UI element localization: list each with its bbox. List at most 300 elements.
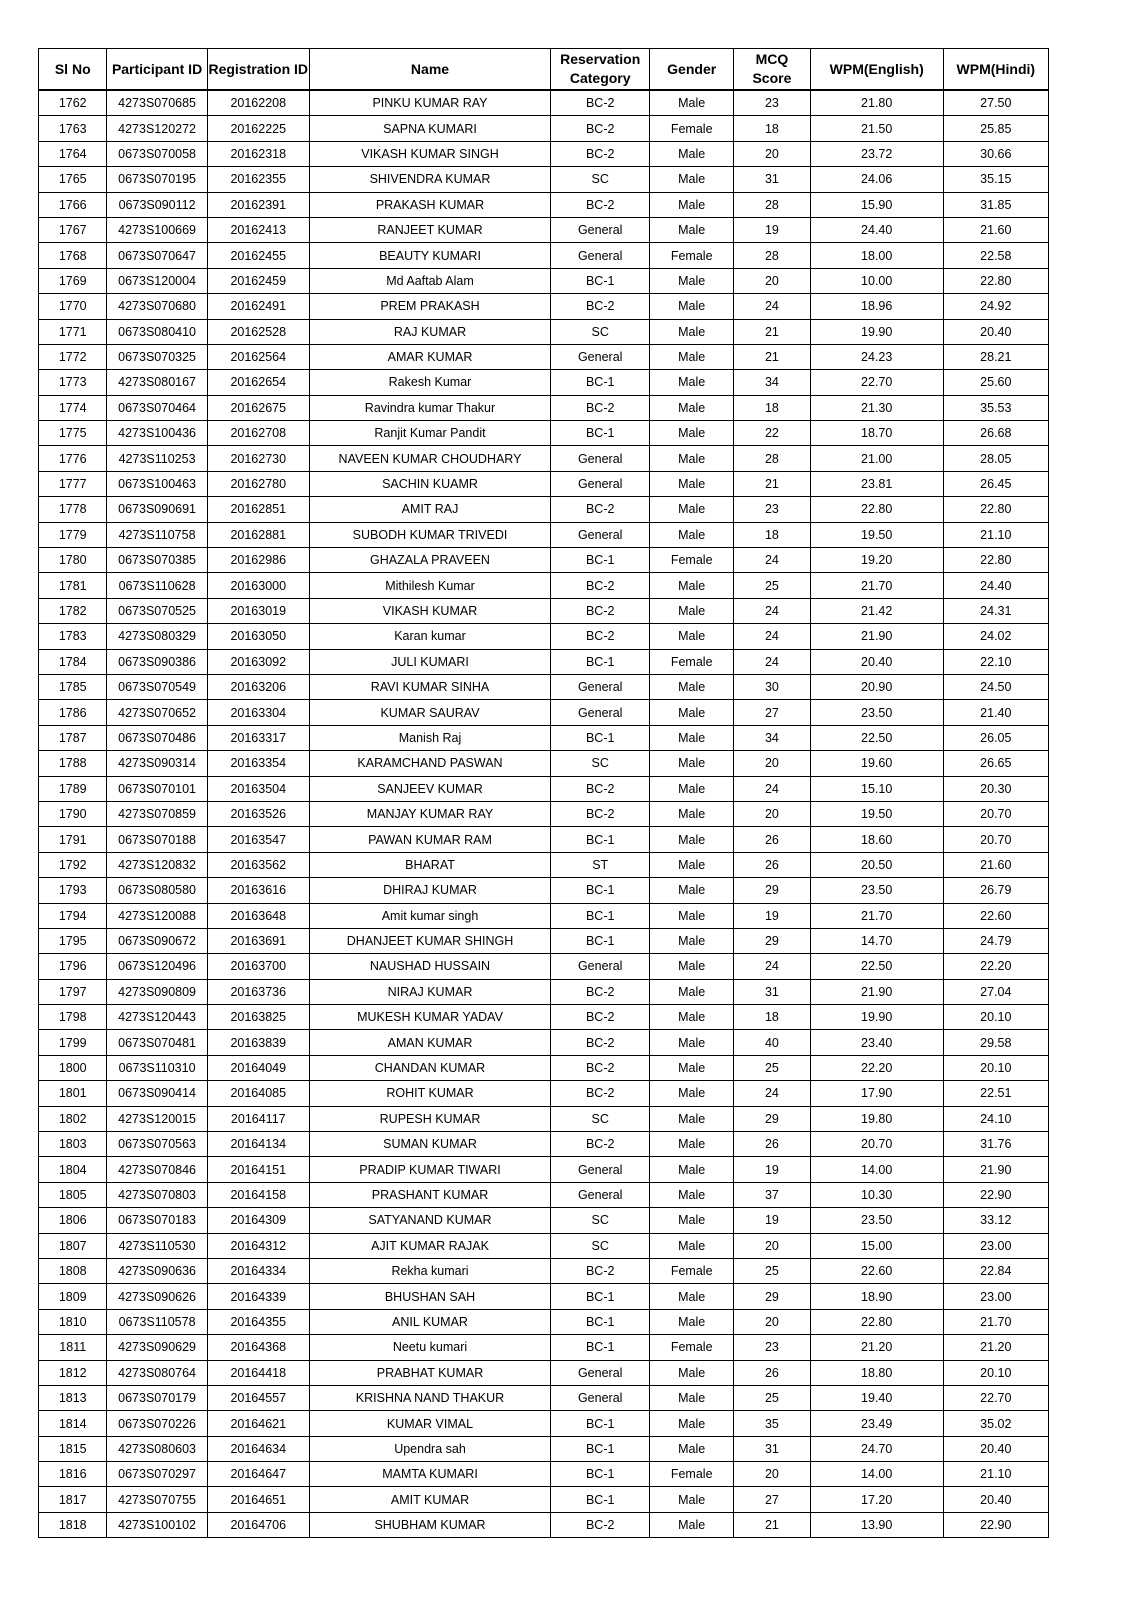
name-cell: AJIT KUMAR RAJAK: [309, 1233, 550, 1258]
wpm-hindi-cell: 28.05: [943, 446, 1048, 471]
registration-id-cell: 20162986: [207, 548, 309, 573]
participant-id-cell: 0673S070486: [107, 725, 207, 750]
registration-id-cell: 20164085: [207, 1081, 309, 1106]
registration-id-cell: 20162528: [207, 319, 309, 344]
registration-id-cell: 20164158: [207, 1182, 309, 1207]
reservation-category-cell: General: [551, 700, 650, 725]
registration-id-cell: 20162780: [207, 471, 309, 496]
name-cell: PINKU KUMAR RAY: [309, 90, 550, 116]
wpm-english-cell: 21.42: [810, 598, 943, 623]
mcq-score-cell: 29: [734, 1106, 811, 1131]
reservation-category-cell: BC-1: [551, 649, 650, 674]
wpm-english-cell: 20.70: [810, 1132, 943, 1157]
wpm-english-cell: 17.20: [810, 1487, 943, 1512]
mcq-score-cell: 18: [734, 522, 811, 547]
wpm-hindi-cell: 35.53: [943, 395, 1048, 420]
mcq-score-cell: 31: [734, 1436, 811, 1461]
gender-cell: Male: [650, 751, 734, 776]
gender-cell: Male: [650, 294, 734, 319]
sl-no-cell: 1798: [39, 1005, 107, 1030]
wpm-english-cell: 21.20: [810, 1335, 943, 1360]
mcq-score-cell: 23: [734, 1335, 811, 1360]
name-cell: PRASHANT KUMAR: [309, 1182, 550, 1207]
mcq-score-cell: 25: [734, 1385, 811, 1410]
wpm-hindi-cell: 21.20: [943, 1335, 1048, 1360]
wpm-hindi-cell: 24.92: [943, 294, 1048, 319]
wpm-hindi-cell: 35.02: [943, 1411, 1048, 1436]
name-cell: NAUSHAD HUSSAIN: [309, 954, 550, 979]
name-cell: SHUBHAM KUMAR: [309, 1512, 550, 1537]
table-row: [39, 1132, 1049, 1157]
registration-id-cell: 20162881: [207, 522, 309, 547]
participant-id-cell: 4273S080329: [107, 624, 207, 649]
name-cell: KUMAR SAURAV: [309, 700, 550, 725]
registration-id-cell: 20162225: [207, 116, 309, 141]
registration-id-cell: 20164634: [207, 1436, 309, 1461]
registration-id-cell: 20164117: [207, 1106, 309, 1131]
registration-id-cell: 20162455: [207, 243, 309, 268]
mcq-score-cell: 26: [734, 852, 811, 877]
reservation-category-cell: BC-2: [551, 294, 650, 319]
table-row: [39, 319, 1049, 344]
wpm-hindi-cell: 20.10: [943, 1055, 1048, 1080]
registration-id-cell: 20162413: [207, 217, 309, 242]
registration-id-cell: 20163547: [207, 827, 309, 852]
mcq-score-cell: 37: [734, 1182, 811, 1207]
table-row: [39, 90, 1049, 116]
wpm-english-cell: 19.40: [810, 1385, 943, 1410]
name-cell: Ravindra kumar Thakur: [309, 395, 550, 420]
reservation-category-cell: BC-1: [551, 878, 650, 903]
sl-no-cell: 1766: [39, 192, 107, 217]
wpm-english-cell: 19.20: [810, 548, 943, 573]
reservation-category-cell: SC: [551, 1106, 650, 1131]
reservation-category-cell: General: [551, 217, 650, 242]
name-cell: Manish Raj: [309, 725, 550, 750]
mcq-score-cell: 19: [734, 217, 811, 242]
reservation-category-cell: BC-1: [551, 268, 650, 293]
participant-id-cell: 0673S070481: [107, 1030, 207, 1055]
sl-no-cell: 1791: [39, 827, 107, 852]
mcq-score-cell: 24: [734, 624, 811, 649]
name-cell: ROHIT KUMAR: [309, 1081, 550, 1106]
name-cell: PAWAN KUMAR RAM: [309, 827, 550, 852]
wpm-english-cell: 23.50: [810, 878, 943, 903]
wpm-hindi-cell: 22.10: [943, 649, 1048, 674]
wpm-english-cell: 18.60: [810, 827, 943, 852]
gender-cell: Male: [650, 1208, 734, 1233]
gender-cell: Male: [650, 903, 734, 928]
reservation-category-cell: BC-1: [551, 421, 650, 446]
wpm-english-cell: 20.40: [810, 649, 943, 674]
wpm-hindi-cell: 25.85: [943, 116, 1048, 141]
sl-no-cell: 1786: [39, 700, 107, 725]
name-cell: KUMAR VIMAL: [309, 1411, 550, 1436]
table-row: [39, 624, 1049, 649]
gender-cell: Male: [650, 319, 734, 344]
table-row: [39, 192, 1049, 217]
mcq-score-cell: 22: [734, 421, 811, 446]
wpm-english-cell: 22.80: [810, 497, 943, 522]
sl-no-cell: 1815: [39, 1436, 107, 1461]
name-cell: Mithilesh Kumar: [309, 573, 550, 598]
wpm-english-cell: 22.50: [810, 725, 943, 750]
sl-no-cell: 1779: [39, 522, 107, 547]
name-cell: NAVEEN KUMAR CHOUDHARY: [309, 446, 550, 471]
table-row: [39, 903, 1049, 928]
wpm-hindi-cell: 29.58: [943, 1030, 1048, 1055]
gender-cell: Male: [650, 167, 734, 192]
wpm-hindi-cell: 24.31: [943, 598, 1048, 623]
mcq-score-cell: 23: [734, 497, 811, 522]
wpm-hindi-cell: 35.15: [943, 167, 1048, 192]
participant-id-cell: 0673S120496: [107, 954, 207, 979]
participant-id-cell: 4273S070859: [107, 801, 207, 826]
sl-no-cell: 1775: [39, 421, 107, 446]
table-row: [39, 548, 1049, 573]
name-cell: SAPNA KUMARI: [309, 116, 550, 141]
mcq-score-cell: 24: [734, 649, 811, 674]
sl-no-cell: 1776: [39, 446, 107, 471]
reservation-category-cell: BC-2: [551, 1081, 650, 1106]
table-row: [39, 1005, 1049, 1030]
wpm-hindi-cell: 22.20: [943, 954, 1048, 979]
mcq-score-cell: 34: [734, 370, 811, 395]
mcq-score-cell: 24: [734, 1081, 811, 1106]
sl-no-cell: 1769: [39, 268, 107, 293]
wpm-english-cell: 18.00: [810, 243, 943, 268]
name-cell: SUMAN KUMAR: [309, 1132, 550, 1157]
name-cell: Rekha kumari: [309, 1258, 550, 1283]
participant-id-cell: 0673S070101: [107, 776, 207, 801]
sl-no-cell: 1818: [39, 1512, 107, 1537]
reservation-category-cell: BC-2: [551, 1132, 650, 1157]
name-cell: VIKASH KUMAR: [309, 598, 550, 623]
reservation-category-cell: BC-1: [551, 1487, 650, 1512]
wpm-english-cell: 21.30: [810, 395, 943, 420]
sl-no-cell: 1803: [39, 1132, 107, 1157]
header-name: Name: [309, 49, 550, 91]
wpm-english-cell: 21.80: [810, 90, 943, 116]
table-row: [39, 116, 1049, 141]
wpm-hindi-cell: 31.85: [943, 192, 1048, 217]
wpm-hindi-cell: 22.84: [943, 1258, 1048, 1283]
wpm-english-cell: 18.96: [810, 294, 943, 319]
wpm-hindi-cell: 28.21: [943, 344, 1048, 369]
gender-cell: Male: [650, 1284, 734, 1309]
participant-id-cell: 0673S110578: [107, 1309, 207, 1334]
mcq-score-cell: 21: [734, 1512, 811, 1537]
wpm-english-cell: 13.90: [810, 1512, 943, 1537]
sl-no-cell: 1783: [39, 624, 107, 649]
reservation-category-cell: BC-1: [551, 1436, 650, 1461]
participant-id-cell: 4273S090629: [107, 1335, 207, 1360]
gender-cell: Male: [650, 598, 734, 623]
reservation-category-cell: BC-2: [551, 598, 650, 623]
reservation-category-cell: BC-1: [551, 725, 650, 750]
wpm-hindi-cell: 20.40: [943, 1487, 1048, 1512]
wpm-hindi-cell: 22.80: [943, 497, 1048, 522]
wpm-english-cell: 23.72: [810, 141, 943, 166]
reservation-category-cell: General: [551, 522, 650, 547]
wpm-hindi-cell: 23.00: [943, 1233, 1048, 1258]
registration-id-cell: 20162208: [207, 90, 309, 116]
wpm-hindi-cell: 24.50: [943, 674, 1048, 699]
mcq-score-cell: 29: [734, 928, 811, 953]
wpm-english-cell: 24.23: [810, 344, 943, 369]
reservation-category-cell: BC-2: [551, 624, 650, 649]
wpm-english-cell: 23.49: [810, 1411, 943, 1436]
table-row: [39, 1208, 1049, 1233]
header-mcq-score: MCQ Score: [734, 49, 811, 91]
reservation-category-cell: SC: [551, 319, 650, 344]
table-row: [39, 776, 1049, 801]
registration-id-cell: 20162391: [207, 192, 309, 217]
wpm-english-cell: 19.90: [810, 1005, 943, 1030]
sl-no-cell: 1773: [39, 370, 107, 395]
wpm-hindi-cell: 24.40: [943, 573, 1048, 598]
name-cell: Karan kumar: [309, 624, 550, 649]
registration-id-cell: 20164309: [207, 1208, 309, 1233]
mcq-score-cell: 31: [734, 167, 811, 192]
participant-id-cell: 0673S070464: [107, 395, 207, 420]
sl-no-cell: 1777: [39, 471, 107, 496]
gender-cell: Female: [650, 649, 734, 674]
wpm-english-cell: 20.50: [810, 852, 943, 877]
name-cell: Ranjit Kumar Pandit: [309, 421, 550, 446]
table-row: [39, 268, 1049, 293]
sl-no-cell: 1814: [39, 1411, 107, 1436]
table-row: [39, 497, 1049, 522]
participant-id-cell: 0673S090386: [107, 649, 207, 674]
wpm-hindi-cell: 27.04: [943, 979, 1048, 1004]
name-cell: AMAN KUMAR: [309, 1030, 550, 1055]
gender-cell: Male: [650, 497, 734, 522]
gender-cell: Male: [650, 1233, 734, 1258]
table-row: [39, 1106, 1049, 1131]
mcq-score-cell: 31: [734, 979, 811, 1004]
wpm-hindi-cell: 21.10: [943, 522, 1048, 547]
registration-id-cell: 20163000: [207, 573, 309, 598]
reservation-category-cell: General: [551, 1157, 650, 1182]
wpm-hindi-cell: 22.80: [943, 268, 1048, 293]
reservation-category-cell: BC-2: [551, 141, 650, 166]
mcq-score-cell: 21: [734, 344, 811, 369]
mcq-score-cell: 24: [734, 598, 811, 623]
table-row: [39, 1309, 1049, 1334]
registration-id-cell: 20163700: [207, 954, 309, 979]
sl-no-cell: 1782: [39, 598, 107, 623]
gender-cell: Male: [650, 878, 734, 903]
registration-id-cell: 20163526: [207, 801, 309, 826]
registration-id-cell: 20162564: [207, 344, 309, 369]
header-sl-no: Sl No: [39, 49, 107, 91]
sl-no-cell: 1765: [39, 167, 107, 192]
participant-id-cell: 4273S110758: [107, 522, 207, 547]
registration-id-cell: 20163092: [207, 649, 309, 674]
sl-no-cell: 1808: [39, 1258, 107, 1283]
mcq-score-cell: 18: [734, 1005, 811, 1030]
mcq-score-cell: 28: [734, 243, 811, 268]
registration-id-cell: 20164312: [207, 1233, 309, 1258]
registration-id-cell: 20163304: [207, 700, 309, 725]
gender-cell: Male: [650, 395, 734, 420]
gender-cell: Male: [650, 1436, 734, 1461]
wpm-hindi-cell: 21.60: [943, 852, 1048, 877]
sl-no-cell: 1806: [39, 1208, 107, 1233]
sl-no-cell: 1817: [39, 1487, 107, 1512]
wpm-english-cell: 22.70: [810, 370, 943, 395]
reservation-category-cell: BC-2: [551, 116, 650, 141]
sl-no-cell: 1784: [39, 649, 107, 674]
wpm-english-cell: 19.60: [810, 751, 943, 776]
name-cell: BEAUTY KUMARI: [309, 243, 550, 268]
participant-id-cell: 0673S070188: [107, 827, 207, 852]
participant-id-cell: 0673S090691: [107, 497, 207, 522]
wpm-hindi-cell: 24.79: [943, 928, 1048, 953]
header-gender: Gender: [650, 49, 734, 91]
participant-id-cell: 4273S100102: [107, 1512, 207, 1537]
gender-cell: Male: [650, 344, 734, 369]
gender-cell: Male: [650, 471, 734, 496]
participant-id-cell: 0673S090672: [107, 928, 207, 953]
name-cell: PRAKASH KUMAR: [309, 192, 550, 217]
wpm-english-cell: 15.90: [810, 192, 943, 217]
wpm-hindi-cell: 25.60: [943, 370, 1048, 395]
table-row: [39, 979, 1049, 1004]
gender-cell: Male: [650, 776, 734, 801]
participant-id-cell: 4273S120015: [107, 1106, 207, 1131]
table-row: [39, 751, 1049, 776]
sl-no-cell: 1811: [39, 1335, 107, 1360]
name-cell: Rakesh Kumar: [309, 370, 550, 395]
participant-id-cell: 0673S080580: [107, 878, 207, 903]
wpm-hindi-cell: 23.00: [943, 1284, 1048, 1309]
gender-cell: Male: [650, 801, 734, 826]
sl-no-cell: 1795: [39, 928, 107, 953]
reservation-category-cell: SC: [551, 1233, 650, 1258]
wpm-hindi-cell: 24.10: [943, 1106, 1048, 1131]
wpm-hindi-cell: 20.40: [943, 319, 1048, 344]
gender-cell: Male: [650, 1182, 734, 1207]
gender-cell: Male: [650, 852, 734, 877]
sl-no-cell: 1780: [39, 548, 107, 573]
name-cell: MANJAY KUMAR RAY: [309, 801, 550, 826]
table-row: [39, 827, 1049, 852]
gender-cell: Male: [650, 1385, 734, 1410]
name-cell: SANJEEV KUMAR: [309, 776, 550, 801]
name-cell: NIRAJ KUMAR: [309, 979, 550, 1004]
sl-no-cell: 1790: [39, 801, 107, 826]
table-row: [39, 1055, 1049, 1080]
table-row: [39, 446, 1049, 471]
wpm-english-cell: 17.90: [810, 1081, 943, 1106]
reservation-category-cell: ST: [551, 852, 650, 877]
wpm-hindi-cell: 22.90: [943, 1512, 1048, 1537]
wpm-hindi-cell: 22.80: [943, 548, 1048, 573]
registration-id-cell: 20164355: [207, 1309, 309, 1334]
mcq-score-cell: 20: [734, 1462, 811, 1487]
gender-cell: Male: [650, 827, 734, 852]
gender-cell: Male: [650, 1005, 734, 1030]
sl-no-cell: 1792: [39, 852, 107, 877]
sl-no-cell: 1805: [39, 1182, 107, 1207]
gender-cell: Male: [650, 1309, 734, 1334]
reservation-category-cell: BC-1: [551, 1335, 650, 1360]
gender-cell: Male: [650, 522, 734, 547]
mcq-score-cell: 20: [734, 268, 811, 293]
reservation-category-cell: BC-2: [551, 1055, 650, 1080]
gender-cell: Male: [650, 1157, 734, 1182]
table-row: [39, 522, 1049, 547]
mcq-score-cell: 24: [734, 294, 811, 319]
wpm-hindi-cell: 20.10: [943, 1360, 1048, 1385]
registration-id-cell: 20164706: [207, 1512, 309, 1537]
reservation-category-cell: BC-1: [551, 548, 650, 573]
gender-cell: Male: [650, 725, 734, 750]
participant-id-cell: 4273S090626: [107, 1284, 207, 1309]
table-row: [39, 344, 1049, 369]
gender-cell: Male: [650, 573, 734, 598]
table-row: [39, 573, 1049, 598]
reservation-category-cell: General: [551, 446, 650, 471]
registration-id-cell: 20164651: [207, 1487, 309, 1512]
wpm-english-cell: 24.40: [810, 217, 943, 242]
wpm-hindi-cell: 26.65: [943, 751, 1048, 776]
sl-no-cell: 1809: [39, 1284, 107, 1309]
gender-cell: Male: [650, 141, 734, 166]
wpm-english-cell: 23.40: [810, 1030, 943, 1055]
name-cell: GHAZALA PRAVEEN: [309, 548, 550, 573]
wpm-hindi-cell: 31.76: [943, 1132, 1048, 1157]
registration-id-cell: 20164557: [207, 1385, 309, 1410]
wpm-english-cell: 24.70: [810, 1436, 943, 1461]
participant-id-cell: 0673S090414: [107, 1081, 207, 1106]
wpm-english-cell: 15.00: [810, 1233, 943, 1258]
wpm-hindi-cell: 26.45: [943, 471, 1048, 496]
wpm-english-cell: 21.70: [810, 573, 943, 598]
sl-no-cell: 1810: [39, 1309, 107, 1334]
table-row: [39, 1284, 1049, 1309]
registration-id-cell: 20163825: [207, 1005, 309, 1030]
table-row: [39, 674, 1049, 699]
name-cell: PREM PRAKASH: [309, 294, 550, 319]
reservation-category-cell: BC-1: [551, 1284, 650, 1309]
name-cell: Amit kumar singh: [309, 903, 550, 928]
mcq-score-cell: 19: [734, 903, 811, 928]
wpm-english-cell: 19.90: [810, 319, 943, 344]
wpm-english-cell: 10.30: [810, 1182, 943, 1207]
mcq-score-cell: 18: [734, 395, 811, 420]
mcq-score-cell: 25: [734, 1258, 811, 1283]
participant-id-cell: 0673S070647: [107, 243, 207, 268]
table-row: [39, 1385, 1049, 1410]
mcq-score-cell: 26: [734, 1360, 811, 1385]
reservation-category-cell: BC-1: [551, 1462, 650, 1487]
registration-id-cell: 20163616: [207, 878, 309, 903]
sl-no-cell: 1785: [39, 674, 107, 699]
participant-id-cell: 4273S120443: [107, 1005, 207, 1030]
mcq-score-cell: 30: [734, 674, 811, 699]
table-row: [39, 1462, 1049, 1487]
mcq-score-cell: 25: [734, 1055, 811, 1080]
participant-id-cell: 0673S070563: [107, 1132, 207, 1157]
name-cell: PRABHAT KUMAR: [309, 1360, 550, 1385]
wpm-english-cell: 10.00: [810, 268, 943, 293]
sl-no-cell: 1804: [39, 1157, 107, 1182]
table-row: [39, 1512, 1049, 1537]
participant-id-cell: 4273S070803: [107, 1182, 207, 1207]
